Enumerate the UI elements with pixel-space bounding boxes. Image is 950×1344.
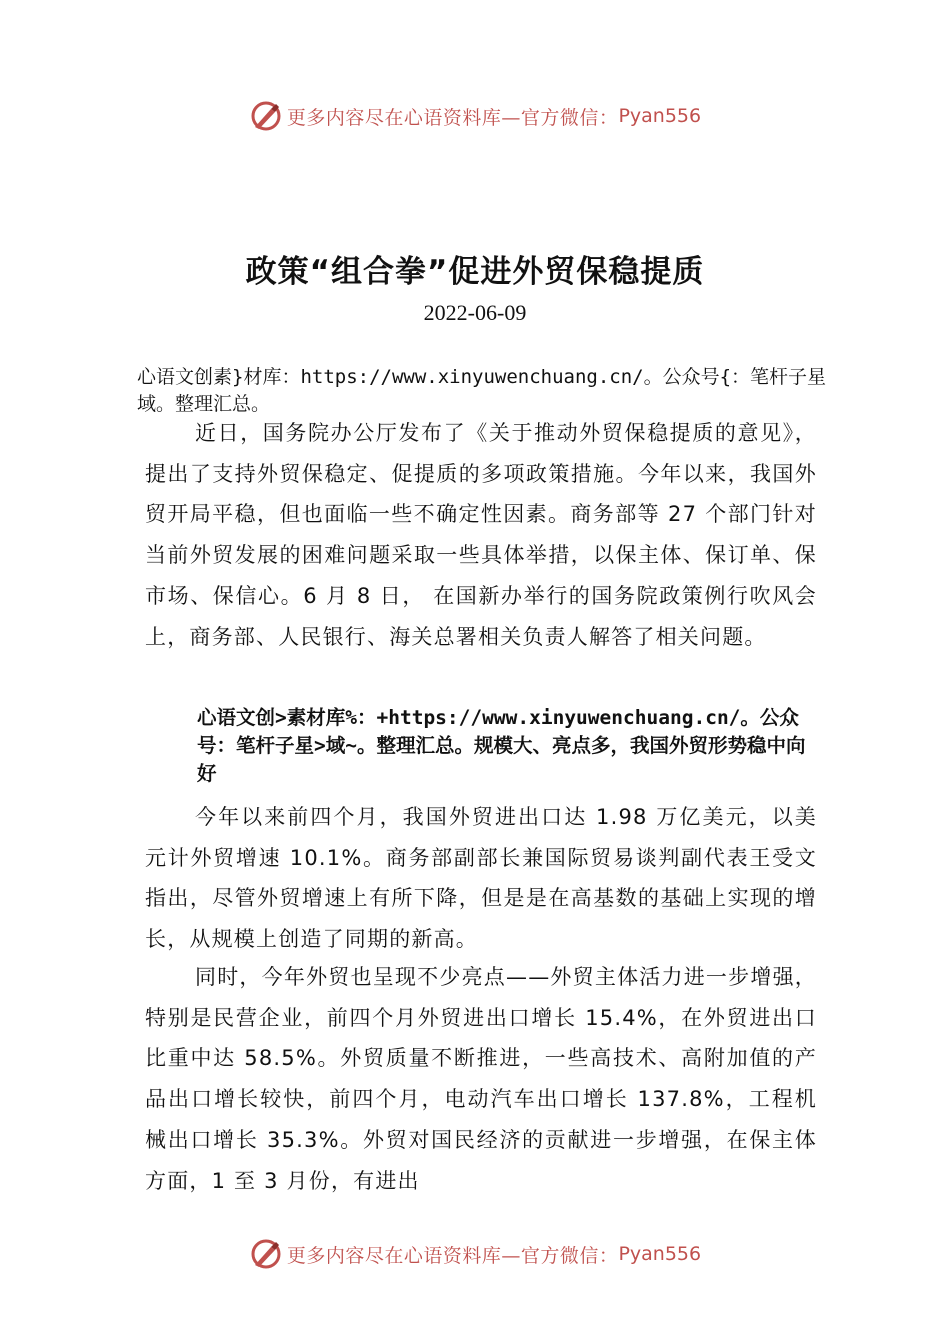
article-title: 政策“组合拳”促进外贸保稳提质 (245, 254, 705, 290)
paragraph-highlights: 同时，今年外贸也呈现不少亮点——外贸主体活力进一步增强，特别是民营企业，前四个月外贸进出口增长 15.4%，在外贸进出口比重中达 58.5%。外贸质量不断推进，一些高技术、高附加值的产品出口增长较快，前四个月，电动汽车出口增长 137.8%，工程机械出口增长 35.3%。外贸对国民经济的贡献进一步增强，在保主体方面，1 至 3 月份，有进出 (145, 965, 817, 1193)
footer-banner (0, 1234, 950, 1274)
article-date: 2022-06-09 (423, 300, 527, 325)
banner-wechat-id: Pyan556 (618, 105, 702, 127)
banner-wechat-label: 官方微信： (520, 106, 619, 129)
paragraph-scale: 今年以来前四个月，我国外贸进出口达 1.98 万亿美元，以美元计外贸增速 10.1%。商务部副部长兼国际贸易谈判副代表王受文指出，尽管外贸增速上有所下降，但是是在高基数的基础上实现的增长，从规模上创造了同期的新高。 (145, 805, 817, 952)
banner-text: 更多内容尽在心语资料库— (286, 106, 521, 129)
banner-wechat-label: 官方微信： (520, 1244, 619, 1267)
pen-logo-icon (249, 1237, 283, 1271)
banner-wechat-id: Pyan556 (618, 1243, 702, 1265)
paragraph-intro: 近日，国务院办公厅发布了《关于推动外贸保稳提质的意见》，提出了支持外贸保稳定、促提质的多项政策措施。今年以来，我国外贸开局平稳，但也面临一些不确定性因素。商务部等 27 个部门针对当前外贸发展的困难问题采取一些具体举措，以保主体、保订单、保市场、保信心。6 月 8 日， 在国新办举行的国务院政策例行吹风会上，商务部、人民银行、海关总署相关负责人解答了相关问题。 (145, 421, 817, 649)
pen-logo-icon (249, 99, 283, 133)
source-note: 心语文创素}材库：https://www.xinyuwenchuang.cn/。公众号{：笔杆子星域。整理汇总。 (137, 366, 827, 415)
section-heading: 心语文创>素材库%：+https://www.xinyuwenchuang.cn/。公众号：笔杆子星>域~。整理汇总。规模大、亮点多，我国外贸形势稳中向好 (197, 706, 806, 785)
header-banner (0, 96, 950, 136)
banner-text: 更多内容尽在心语资料库— (286, 1244, 521, 1267)
